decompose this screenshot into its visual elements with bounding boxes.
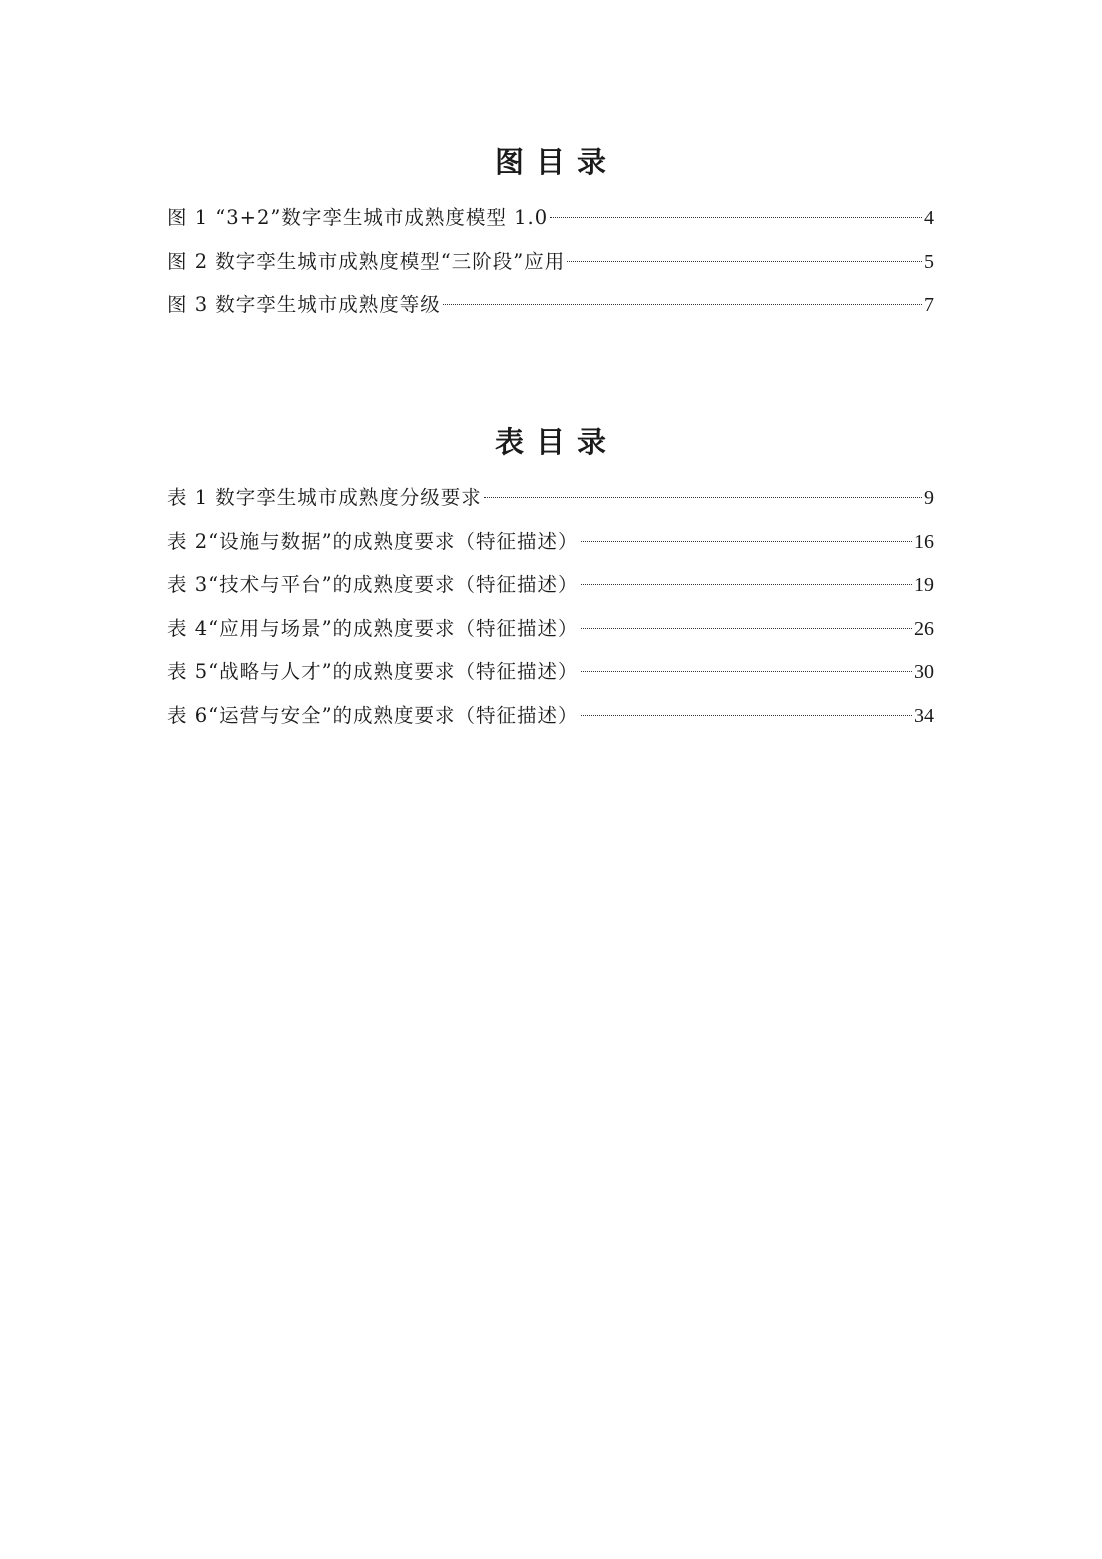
dot-leader bbox=[567, 261, 922, 262]
figure-entry-label: 图 1 “3+2”数字孪生城市成熟度模型 1.0 bbox=[167, 206, 549, 229]
figure-list bbox=[167, 196, 934, 327]
dot-leader bbox=[581, 628, 912, 629]
figure-entry-label: 图 2 数字孪生城市成熟度模型“三阶段”应用 bbox=[167, 249, 566, 273]
table-entry[interactable] bbox=[167, 520, 934, 564]
table-list-section bbox=[167, 420, 934, 737]
table-entry[interactable] bbox=[167, 476, 934, 520]
table-entry-page: 16 bbox=[914, 530, 934, 553]
dot-leader bbox=[581, 541, 912, 542]
figure-entry-page: 7 bbox=[924, 294, 934, 316]
table-entry-page: 9 bbox=[924, 487, 934, 509]
table-entry-label: 表 5“战略与人才”的成熟度要求（特征描述） bbox=[167, 660, 579, 683]
dot-leader bbox=[443, 304, 922, 305]
table-entry-page: 19 bbox=[914, 574, 934, 596]
figure-entry[interactable] bbox=[167, 196, 934, 240]
figure-entry[interactable] bbox=[167, 283, 934, 327]
table-entry-label: 表 3“技术与平台”的成熟度要求（特征描述） bbox=[167, 573, 579, 596]
dot-leader bbox=[484, 497, 922, 498]
figure-list-title: 图目录 bbox=[494, 145, 618, 179]
table-entry[interactable] bbox=[167, 650, 934, 694]
dot-leader bbox=[550, 217, 922, 218]
table-entry-page: 26 bbox=[914, 617, 934, 640]
dot-leader bbox=[581, 584, 912, 585]
dot-leader bbox=[581, 715, 912, 716]
table-entry-label: 表 1 数字孪生城市成熟度分级要求 bbox=[167, 486, 482, 509]
table-entry[interactable] bbox=[167, 563, 934, 607]
table-entry[interactable] bbox=[167, 694, 934, 738]
table-entry-page: 30 bbox=[914, 661, 934, 683]
table-entry-label: 表 6“运营与安全”的成熟度要求（特征描述） bbox=[167, 703, 579, 727]
table-entry[interactable] bbox=[167, 607, 934, 651]
figure-entry-page: 4 bbox=[924, 207, 934, 229]
figure-entry[interactable] bbox=[167, 240, 934, 284]
figure-entry-page: 5 bbox=[924, 250, 934, 273]
figure-list-section bbox=[167, 140, 934, 327]
table-list bbox=[167, 476, 934, 737]
table-entry-page: 34 bbox=[914, 704, 934, 727]
dot-leader bbox=[581, 671, 912, 672]
figure-entry-label: 图 3 数字孪生城市成熟度等级 bbox=[167, 293, 441, 316]
table-list-title: 表目录 bbox=[494, 425, 618, 459]
table-entry-label: 表 4“应用与场景”的成熟度要求（特征描述） bbox=[167, 616, 579, 640]
table-entry-label: 表 2“设施与数据”的成熟度要求（特征描述） bbox=[167, 529, 579, 553]
